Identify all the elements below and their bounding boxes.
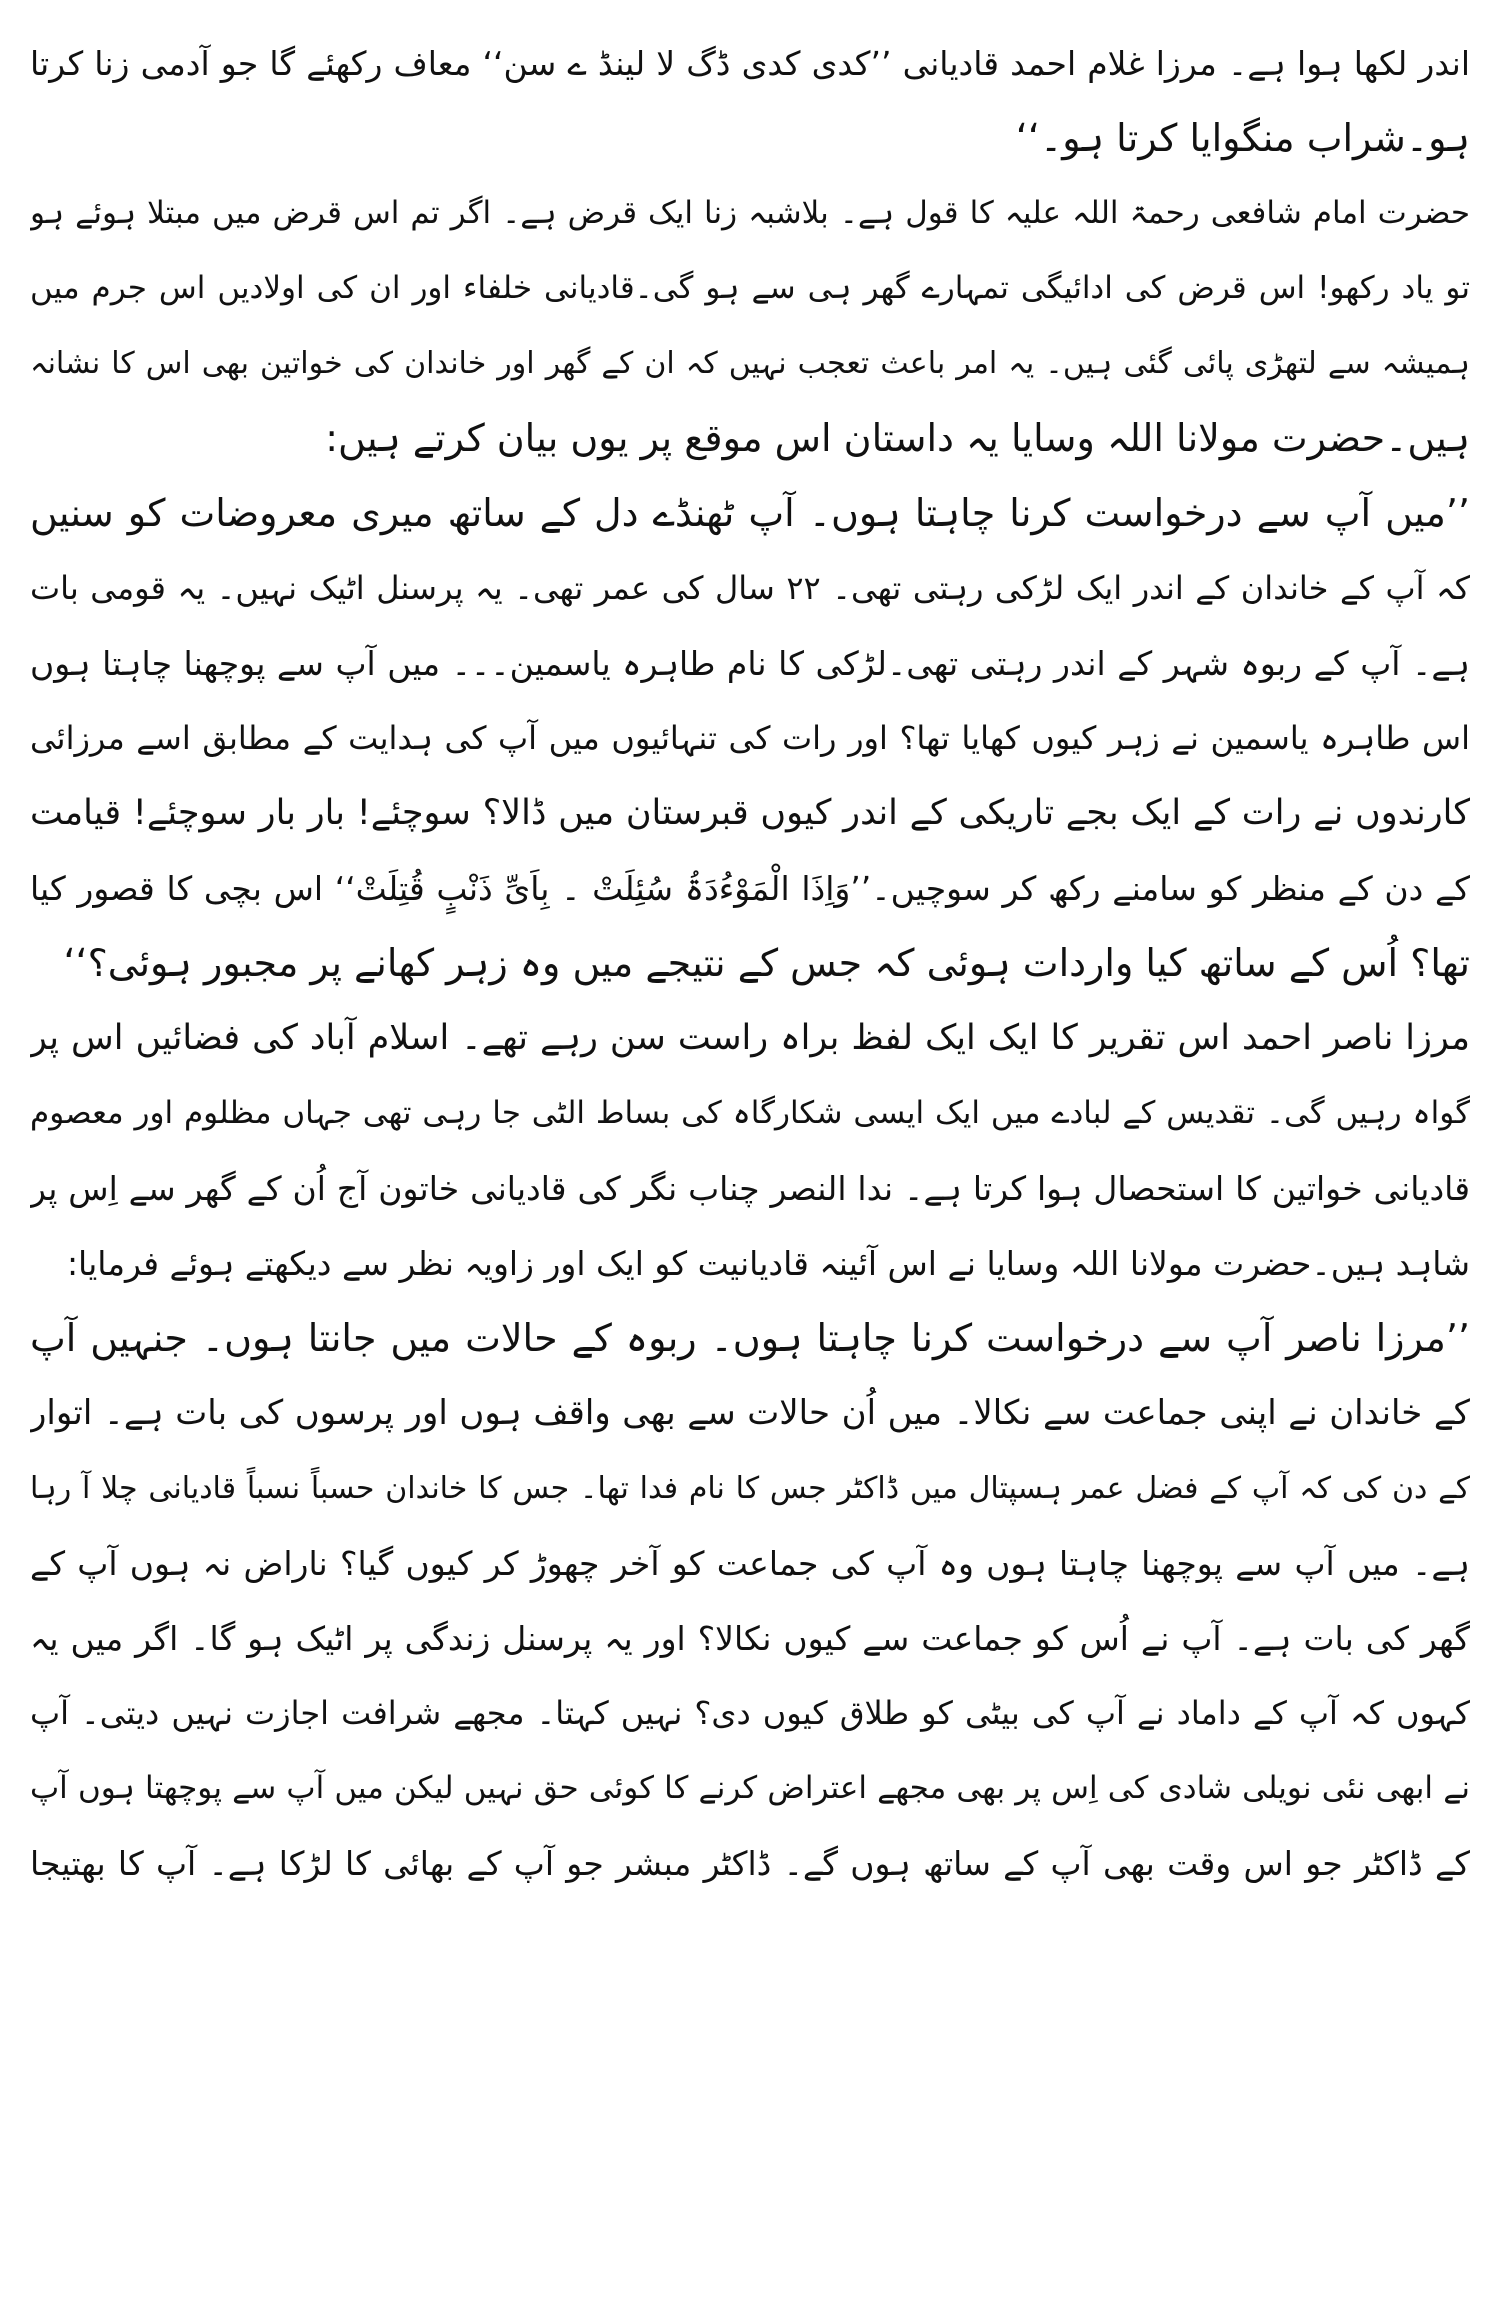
text-line: کہوں کہ آپ کے داماد نے آپ کی بیٹی کو طلاق کیوں دی؟ نہیں کہتا۔ مجھے شرافت اجازت نہیں دیتی۔ آپ bbox=[30, 1694, 1470, 1732]
text-line: قادیانی خواتین کا استحصال ہوا کرتا ہے۔ ندا النصر چناب نگر کی قادیانی خاتون آج اُن کے گھر سے اِس پر bbox=[30, 1169, 1470, 1208]
text-line: اندر لکھا ہوا ہے۔ مرزا غلام احمد قادیانی ’’کدی کدی ڈگ لا لینڈ ے سن‘‘ معاف رکھئے گا جو آدمی زنا کرتا bbox=[30, 44, 1470, 83]
text-line: تھا؟ اُس کے ساتھ کیا واردات ہوئی کہ جس کے نتیجے میں وہ زہر کھانے پر مجبور ہوئی؟‘‘ bbox=[63, 941, 1470, 985]
text-line: اس طاہرہ یاسمین نے زہر کیوں کھایا تھا؟ اور رات کی تنہائیوں میں آپ کی ہدایت کے مطابق اسے مرزائی bbox=[30, 719, 1470, 757]
text-line: مرزا ناصر احمد اس تقریر کا ایک ایک لفظ براہ راست سن رہے تھے۔ اسلام آباد کی فضائیں اس پر bbox=[30, 1018, 1470, 1058]
text-line: تو یاد رکھو! اس قرض کی ادائیگی تمہارے گھر ہی سے ہو گی۔قادیانی خلفاء اور ان کی اولادیں اس جرم میں bbox=[30, 270, 1470, 306]
text-line: کے ڈاکٹر جو اس وقت بھی آپ کے ساتھ ہوں گے۔ ڈاکٹر مبشر جو آپ کے بھائی کا لڑکا ہے۔ آپ کا بھتیجا bbox=[30, 1844, 1470, 1883]
text-line: ’’میں آپ سے درخواست کرنا چاہتا ہوں۔ آپ ٹھنڈے دل کے ساتھ میری معروضات کو سنیں bbox=[30, 491, 1470, 535]
text-line: گواہ رہیں گی۔ تقدیس کے لبادے میں ایک ایسی شکارگاہ کی بساط الٹی جا رہی تھی جہاں مظلوم اور معصوم bbox=[30, 1095, 1470, 1131]
text-line: نے ابھی نئی نویلی شادی کی اِس پر بھی مجھے اعتراض کرنے کا کوئی حق نہیں لیکن میں آپ سے پوچھتا ہوں آپ bbox=[30, 1770, 1470, 1806]
text-line: حضرت امام شافعی رحمۃ اللہ علیہ کا قول ہے۔ بلاشبہ زنا ایک قرض ہے۔ اگر تم اس قرض میں مبتلا ہوئے ہو bbox=[30, 195, 1470, 231]
text-line: کارندوں نے رات کے ایک بجے تاریکی کے اندر کیوں قبرستان میں ڈالا؟ سوچئے! بار بار سوچئے! قیامت bbox=[30, 793, 1470, 833]
text-line: ’’مرزا ناصر آپ سے درخواست کرنا چاہتا ہوں۔ ربوہ کے حالات میں جانتا ہوں۔ جنہیں آپ bbox=[30, 1316, 1470, 1360]
paragraph-speech-rabwah-conditions bbox=[30, 1301, 1470, 1901]
text-line: کے دن کی کہ آپ کے فضل عمر ہسپتال میں ڈاکٹر جس کا نام فدا تھا۔ جس کا خاندان حسباً نسباً قادیانی چلا آ رہا bbox=[30, 1471, 1470, 1506]
text-line: ہو۔شراب منگوایا کرتا ہو۔‘‘ bbox=[1015, 116, 1470, 160]
paragraph-speech-tahira-yasmin bbox=[30, 476, 1470, 1001]
text-line: کے دن کے منظر کو سامنے رکھ کر سوچیں۔’’وَاِذَا الْمَوْءُدَۃُ سُئِلَتْ ۔ بِاَیِّ ذَنْبٍ قُتِلَتْ‘‘ اس بچی کا قصور کیا bbox=[30, 869, 1470, 908]
text-line: کے خاندان نے اپنی جماعت سے نکالا۔ میں اُن حالات سے بھی واقف ہوں اور پرسوں کی بات ہے۔ اتوار bbox=[30, 1393, 1470, 1433]
paragraph-mirza-nasir-listening bbox=[30, 1001, 1470, 1301]
text-line: ہیں۔حضرت مولانا اللہ وسایا یہ داستان اس موقع پر یوں بیان کرتے ہیں: bbox=[325, 416, 1470, 460]
text-line: شاہد ہیں۔حضرت مولانا اللہ وسایا نے اس آئینہ قادیانیت کو ایک اور زاویہ نظر سے دیکھتے ہوئے فرمایا: bbox=[66, 1244, 1470, 1283]
text-line: کہ آپ کے خاندان کے اندر ایک لڑکی رہتی تھی۔ ۲۲ سال کی عمر تھی۔ یہ پرسنل اٹیک نہیں۔ یہ قومی بات bbox=[30, 569, 1470, 607]
text-line: گھر کی بات ہے۔ آپ نے اُس کو جماعت سے کیوں نکالا؟ اور یہ پرسنل زندگی پر اٹیک ہو گا۔ اگر میں یہ bbox=[30, 1619, 1470, 1658]
paragraph-quote-mirza-ghulam-ahmad bbox=[30, 26, 1470, 176]
text-line: ہے۔ آپ کے ربوہ شہر کے اندر رہتی تھی۔لڑکی کا نام طاہرہ یاسمین۔۔۔ میں آپ سے پوچھنا چاہتا ہوں bbox=[30, 644, 1470, 683]
paragraph-imam-shafi-saying bbox=[30, 176, 1470, 476]
text-line: ہے۔ میں آپ سے پوچھنا چاہتا ہوں وہ آپ کی جماعت کو آخر چھوڑ کر کیوں گیا؟ ناراض نہ ہوں آپ کے bbox=[30, 1544, 1470, 1583]
text-line: ہمیشہ سے لتھڑی پائی گئی ہیں۔ یہ امر باعث تعجب نہیں کہ ان کے گھر اور خاندان کی خواتین بھی اس کا نشانہ bbox=[30, 346, 1470, 381]
